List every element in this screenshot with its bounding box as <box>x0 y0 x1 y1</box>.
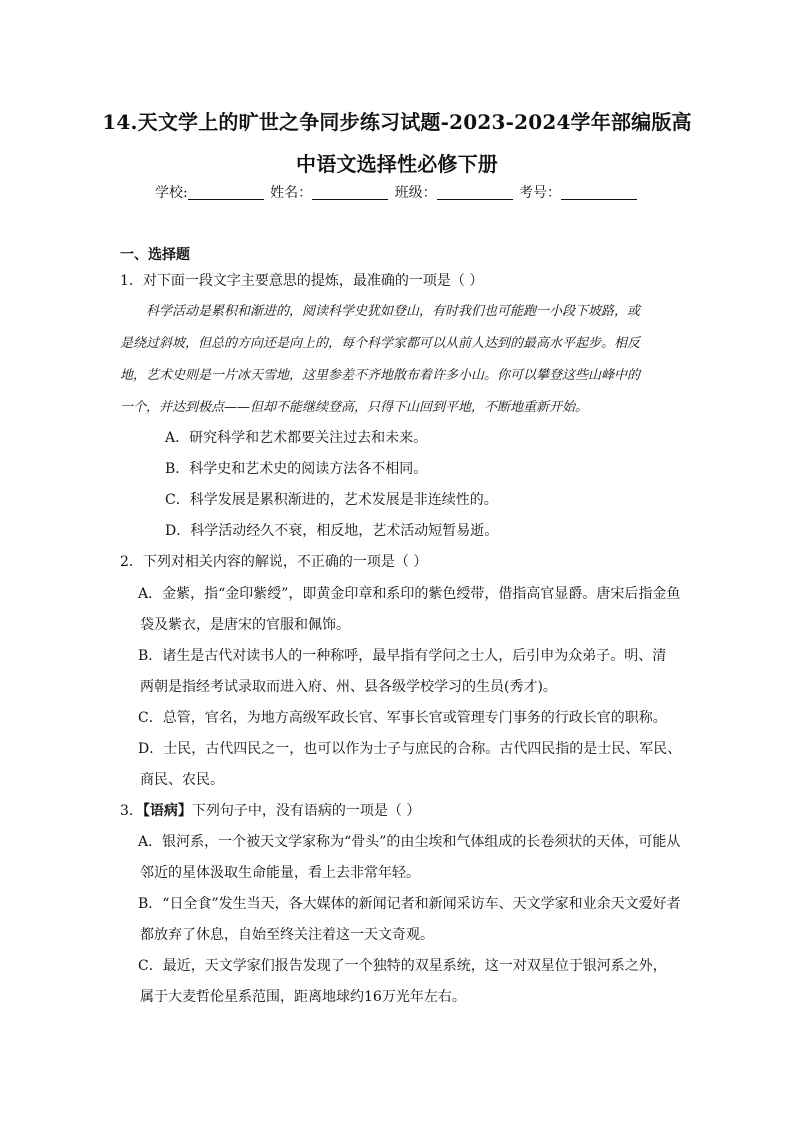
question-1-option-c[interactable]: C．科学发展是累积渐进的，艺术发展是非连续性的。 <box>165 492 498 508</box>
question-3-option-a-cont: 邻近的星体汲取生命能量，看上去非常年轻。 <box>140 865 420 881</box>
school-blank <box>188 185 264 200</box>
question-2-option-c[interactable]: C．总管，官名，为地方高级军政长官、军事长官或管理专门事务的行政长官的职称。 <box>138 710 667 726</box>
question-1-passage-line-4: 一个，并达到极点——但却不能继续登高，只得下山回到平地，不断地重新开始。 <box>120 400 589 415</box>
question-3-option-b[interactable]: B．“日全食”发生当天，各大媒体的新闻记者和新闻采访车、天文学家和业余天文爱好者 <box>138 896 681 912</box>
question-2-option-d-cont: 商民、农民。 <box>140 772 224 788</box>
number-blank <box>561 185 637 200</box>
question-3-option-c-cont: 属于大麦哲伦星系范围，距离地球约16万光年左右。 <box>140 989 466 1005</box>
question-3-stem-text: 下列句子中，没有语病的一项是（ ） <box>191 803 421 819</box>
question-2-option-d[interactable]: D．士民，古代四民之一，也可以作为士子与庶民的合称。古代四民指的是士民、军民、 <box>138 741 682 757</box>
name-blank <box>312 185 388 200</box>
school-label: 学校: <box>154 185 188 201</box>
question-1-option-b[interactable]: B．科学史和艺术史的阅读方法各不相同。 <box>165 461 428 477</box>
student-info-row <box>0 182 794 202</box>
question-3-option-a[interactable]: A．银河系，一个被天文学家称为“骨头”的由尘埃和气体组成的长卷须状的天体，可能从 <box>138 834 681 850</box>
document-title-line-1: 14.天文学上的旷世之争同步练习试题-2023-2024学年部编版高 <box>102 110 692 134</box>
document-title-line-2: 中语文选择性必修下册 <box>296 152 498 176</box>
question-3-option-c[interactable]: C．最近，天文学家们报告发现了一个独特的双星系统，这一对双星位于银河系之外， <box>138 958 667 974</box>
name-label: 姓名： <box>270 185 313 201</box>
question-1-option-d[interactable]: D．科学活动经久不衰，相反地，艺术活动短暂易逝。 <box>165 523 499 539</box>
question-2-stem: 2．下列对相关内容的解说，不正确的一项是（ ） <box>120 554 428 570</box>
question-2-option-b-cont: 两朝是指经考试录取而进入府、州、县各级学校学习的生员(秀才)。 <box>140 679 557 695</box>
question-3-tag: 【语病】 <box>142 803 192 819</box>
question-1-passage-line-3: 地，艺术史则是一片冰天雪地，这里参差不齐地散布着许多小山。你可以攀登这些山峰中的 <box>120 368 641 383</box>
class-blank <box>437 185 513 200</box>
number-label: 考号： <box>519 185 562 201</box>
question-3-number: 3． <box>120 803 143 819</box>
question-3-stem <box>120 800 420 820</box>
question-1-option-a[interactable]: A．研究科学和艺术都要关注过去和未来。 <box>165 430 428 446</box>
section-heading: 一、选择题 <box>120 247 190 263</box>
question-3-option-b-cont: 都放弃了休息，自始至终关注着这一天文奇观。 <box>140 927 434 943</box>
question-1-passage-line-2: 是绕过斜坡，但总的方向还是向上的，每个科学家都可以从前人达到的最高水平起步。相反 <box>120 336 641 351</box>
class-label: 班级： <box>394 185 437 201</box>
question-2-option-a[interactable]: A．金紫，指“金印紫绶”，即黄金印章和系印的紫色绶带，借指高官显爵。唐宋后指金鱼 <box>138 586 681 602</box>
question-2-option-a-cont: 袋及紫衣，是唐宋的官服和佩饰。 <box>140 617 350 633</box>
question-2-option-b[interactable]: B．诸生是古代对读书人的一种称呼，最早指有学问之士人，后引申为众弟子。明、清 <box>138 648 667 664</box>
question-1-stem: 1．对下面一段文字主要意思的提炼，最准确的一项是（ ） <box>120 273 484 289</box>
question-1-passage-line-1: 科学活动是累积和渐进的，阅读科学史犹如登山，有时我们也可能跑一小段下坡路，或 <box>146 304 641 319</box>
